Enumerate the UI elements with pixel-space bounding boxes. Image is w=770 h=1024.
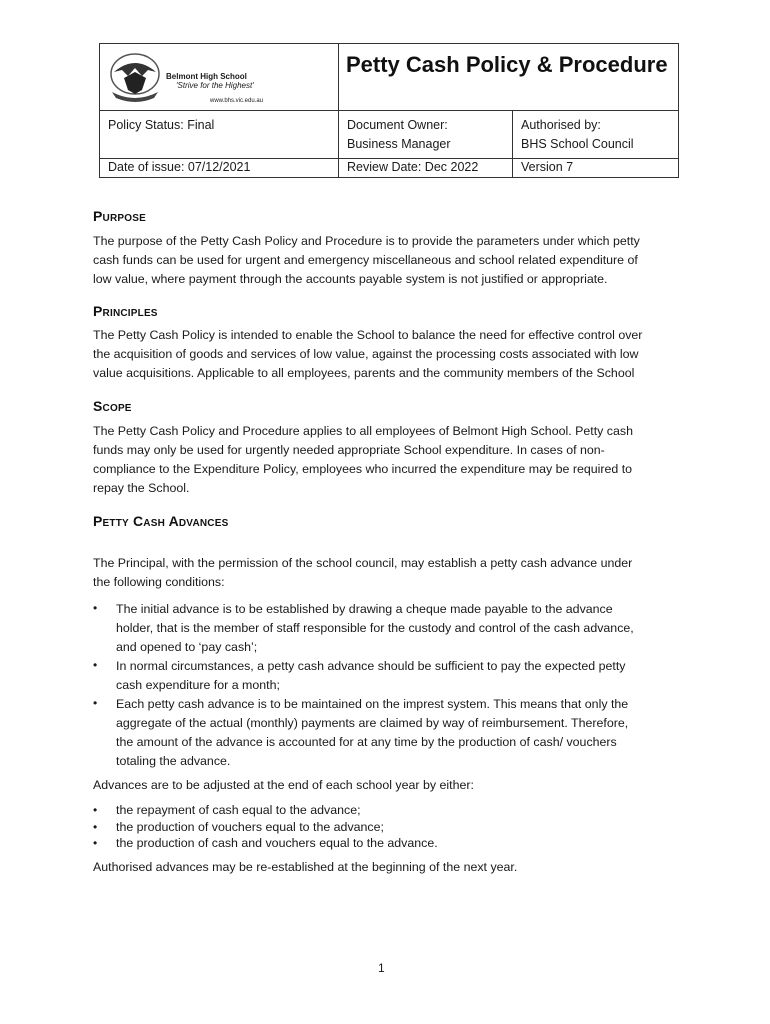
adjust-intro: Advances are to be adjusted at the end of each school year by either:	[93, 778, 474, 793]
list-item: • the production of cash and vouchers equal to the advance.	[93, 835, 678, 852]
review-date: Review Date: Dec 2022	[339, 159, 513, 178]
date-of-issue: Date of issue: 07/12/2021	[100, 159, 339, 178]
list-item: • In normal circumstances, a petty cash advance should be sufficient to pay the expected petty cash expenditure for a month;	[93, 657, 678, 695]
document-title: Petty Cash Policy & Procedure	[339, 44, 679, 111]
logo-cell	[100, 44, 339, 111]
authorised-by-cell	[513, 111, 679, 159]
version: Version 7	[513, 159, 679, 178]
school-name: Belmont High School	[166, 72, 247, 81]
school-crest-icon	[108, 52, 162, 102]
document-owner-label: Document Owner:	[347, 118, 448, 132]
policy-status: Policy Status: Final	[100, 111, 339, 159]
scope-heading: Scope	[93, 398, 132, 415]
list-item: • The initial advance is to be established by drawing a cheque made payable to the advance holder, that is the member of staff responsible for the custody and control of the cash advance, and opened to ‘pay cash’;	[93, 600, 678, 657]
principles-heading: Principles	[93, 302, 158, 319]
advances-heading: Petty Cash Advances	[93, 512, 229, 529]
school-logo	[100, 44, 340, 110]
document-owner-cell	[339, 111, 513, 159]
principles-paragraph: The Petty Cash Policy is intended to enable the School to balance the need for effective control over the acquisition of goods and services of low value, against the processing costs associated with low value acquisitions. Applicable to all employees, parents and the community members of the School	[93, 328, 643, 381]
school-website: www.bhs.vic.edu.au	[210, 98, 264, 104]
page-number: 1	[378, 961, 385, 975]
document-owner: Business Manager	[347, 137, 451, 151]
authorised-by: BHS School Council	[521, 137, 634, 151]
list-item: • Each petty cash advance is to be maintained on the imprest system. This means that only the aggregate of the actual (monthly) payments are claimed by way of reimbursement. Therefore, the amount of the advance is accounted for at any time by the production of cash/ vouchers totaling the advance.	[93, 695, 678, 771]
advances-intro: The Principal, with the permission of the school council, may establish a petty cash advance under the following conditions:	[93, 556, 633, 590]
policy-header-table	[99, 43, 679, 178]
closing-paragraph: Authorised advances may be re-established at the beginning of the next year.	[93, 859, 518, 874]
purpose-heading: Purpose	[93, 208, 146, 224]
document-body	[93, 208, 678, 875]
advance-conditions-list	[93, 600, 678, 771]
list-item: • the production of vouchers equal to the advance;	[93, 819, 678, 836]
adjust-methods-list	[93, 802, 678, 852]
purpose-paragraph: The purpose of the Petty Cash Policy and Procedure is to provide the parameters under which petty cash funds can be used for urgent and emergency miscellaneous and school related expenditure of low value, where payment through the accounts payable system is not justified or appropriate.	[93, 233, 640, 286]
list-item: • the repayment of cash equal to the advance;	[93, 802, 678, 819]
authorised-by-label: Authorised by:	[521, 118, 601, 132]
school-motto: 'Strive for the Highest'	[176, 81, 254, 90]
scope-paragraph: The Petty Cash Policy and Procedure applies to all employees of Belmont High School. Petty cash funds may only be used for urgently needed appropriate School expenditure. In cases of non- compliance to the Expenditure Policy, employees who incurred the expenditure may be required to repay the School.	[93, 423, 633, 495]
